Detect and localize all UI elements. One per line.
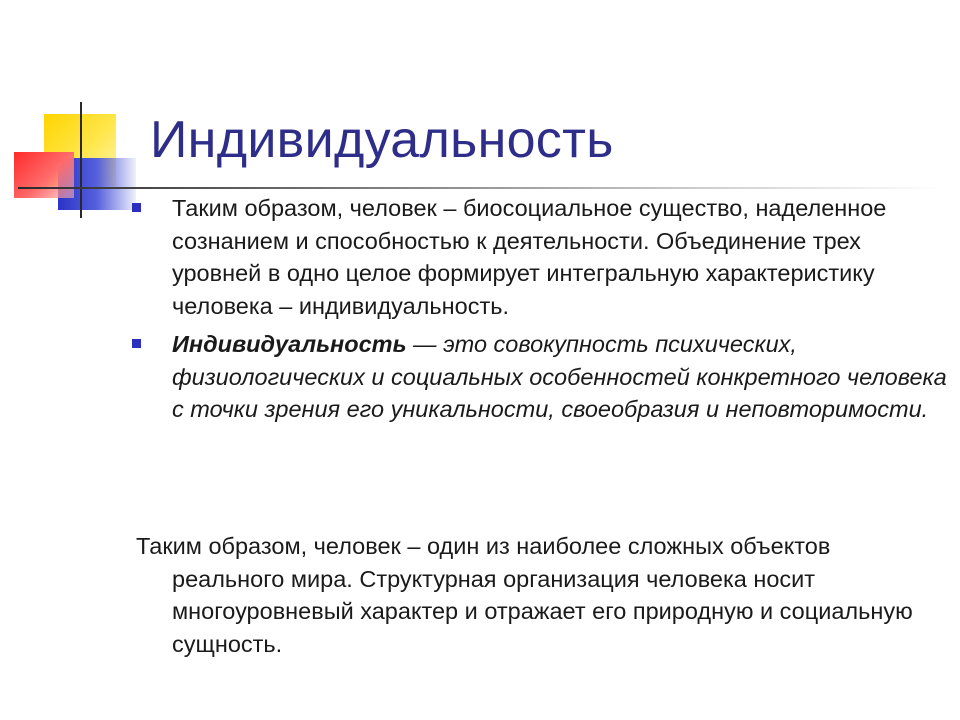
square-bullet-icon	[132, 203, 141, 212]
bullet-item	[132, 328, 952, 426]
definition-term: Индивидуальность	[172, 331, 407, 357]
decorative-vertical-line	[80, 102, 82, 218]
square-bullet-icon	[132, 339, 141, 348]
bullet-item	[132, 192, 932, 322]
slide-title: Индивидуальность	[150, 111, 614, 169]
definition-text: это совокупность психических, физиологических и социальных особенностей конкретного человека с точки зрения его уникальности, своеобразия и неповторимости.	[172, 331, 947, 422]
bullet-text: Таким образом, человек – биосоциальное существо, наделенное сознанием и способностью к деятельности. Объединение трех уровней в одно целое формирует интегральную характеристику человека – индивидуальность.	[172, 195, 887, 319]
decorative-red-square	[14, 152, 74, 198]
title-underline	[18, 187, 942, 189]
summary-paragraph: Таким образом, человек – один из наиболее сложных объектов реального мира. Структурная организация человека носит многоуровневый характер и отражает его природную и социальную сущность.	[136, 533, 913, 657]
definition-dash: —	[406, 331, 444, 357]
bullet-list	[132, 192, 947, 426]
